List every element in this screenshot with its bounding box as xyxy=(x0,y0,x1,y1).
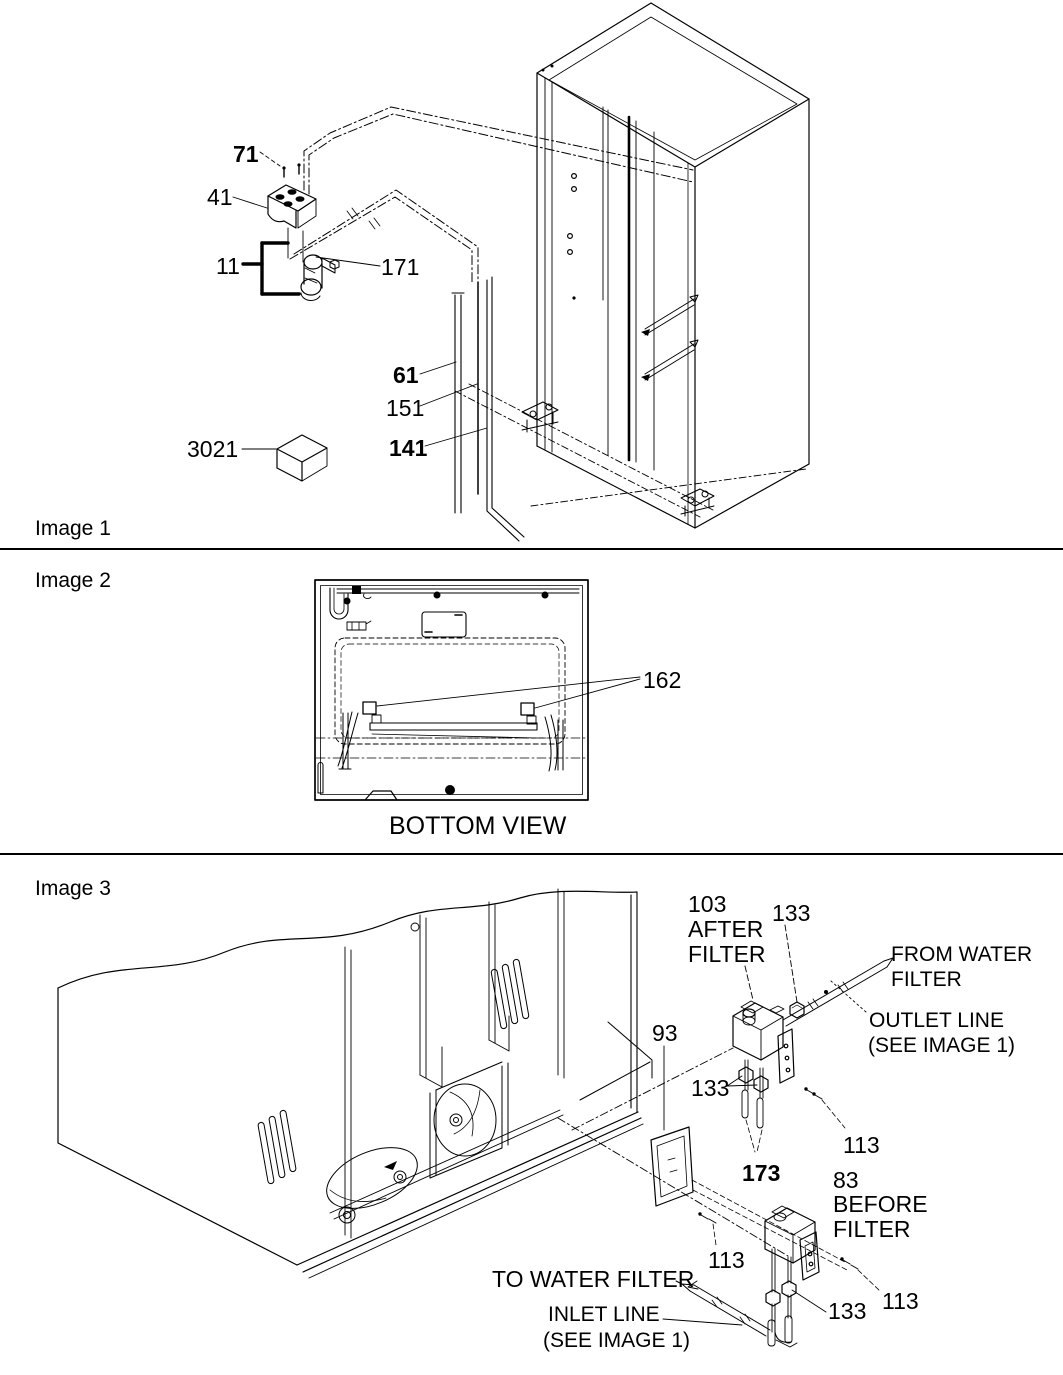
part-label-103: 103 xyxy=(688,891,727,917)
note-outlet-line: OUTLET LINE xyxy=(869,1009,1004,1032)
note-to-water-filter: TO WATER FILTER xyxy=(492,1266,695,1292)
part-label-113-c: 113 xyxy=(882,1288,919,1314)
image1-cabinet-drawing xyxy=(455,3,809,528)
part-label-133-b: 133 xyxy=(691,1075,730,1101)
part-label-11: 11 xyxy=(216,253,240,279)
note-before-filter-line1: BEFORE xyxy=(833,1191,928,1217)
image1-leaders xyxy=(233,152,487,449)
part-label-141: 141 xyxy=(389,435,428,461)
part-label-41: 41 xyxy=(207,184,233,210)
door-rails xyxy=(641,295,698,381)
image1-vertical-tubes xyxy=(347,208,524,541)
image2-bottom-view-drawing xyxy=(315,580,640,800)
part-93-plate xyxy=(651,1046,693,1206)
note-after-filter-line2: FILTER xyxy=(688,941,766,967)
part-label-113-b: 113 xyxy=(708,1247,745,1273)
part-label-3021: 3021 xyxy=(187,436,239,462)
image3-caption: Image 3 xyxy=(35,877,111,900)
part-label-93: 93 xyxy=(652,1020,678,1046)
part-label-173: 173 xyxy=(742,1160,781,1186)
part-3021-box xyxy=(277,435,327,481)
note-before-filter-line2: FILTER xyxy=(833,1216,911,1242)
section-dividers xyxy=(0,549,1063,854)
image1-valve-assembly xyxy=(243,163,339,300)
image1-caption: Image 1 xyxy=(35,517,111,540)
image2-caption: Image 2 xyxy=(35,569,111,592)
note-inlet-see-image1: (SEE IMAGE 1) xyxy=(543,1329,691,1352)
bottom-view-label: BOTTOM VIEW xyxy=(389,812,567,840)
part-label-71: 71 xyxy=(233,141,259,167)
part-label-83: 83 xyxy=(833,1167,859,1193)
part-label-133-a: 133 xyxy=(772,900,811,926)
part-label-133-c: 133 xyxy=(828,1298,867,1324)
note-from-water-filter-line1: FROM WATER xyxy=(891,943,1033,966)
image3-leaders xyxy=(663,925,866,1325)
note-inlet-line: INLET LINE xyxy=(548,1303,660,1326)
part-label-162: 162 xyxy=(643,667,682,693)
part-label-151: 151 xyxy=(386,395,425,421)
part-label-171: 171 xyxy=(381,254,420,280)
image1-water-tubes xyxy=(290,107,693,283)
vent-slots xyxy=(258,959,530,1184)
note-after-filter-line1: AFTER xyxy=(688,916,764,942)
note-outlet-see-image1: (SEE IMAGE 1) xyxy=(868,1034,1016,1057)
part-label-61: 61 xyxy=(393,362,419,388)
note-from-water-filter-line2: FILTER xyxy=(891,968,962,991)
part-label-113-a: 113 xyxy=(843,1132,880,1158)
